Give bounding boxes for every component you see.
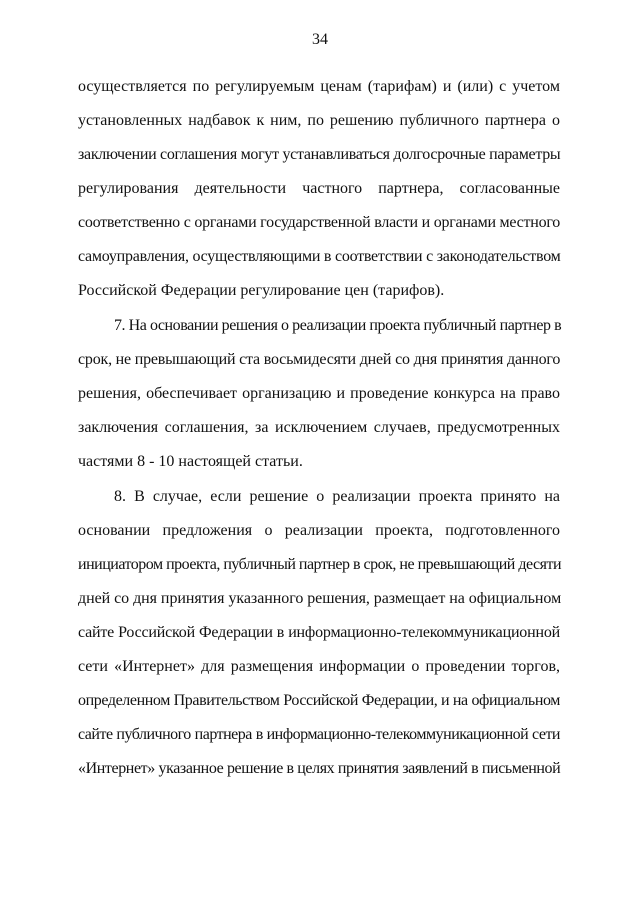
text-line: «Интернет» указанное решение в целях принятия заявлений в письменной xyxy=(78,760,561,777)
text-line: основании предложения о реализации проекта, подготовленного xyxy=(78,522,560,539)
text-line: заключения соглашения, за исключением случаев, предусмотренных xyxy=(78,419,560,436)
page-number: 34 xyxy=(312,31,328,48)
text-line: Российской Федерации регулирование цен (тарифов). xyxy=(78,282,445,299)
text-line: определенном Правительством Российской Федерации, и на официальном xyxy=(78,692,560,709)
text-line: срок, не превышающий ста восьмидесяти дней со дня принятия данного xyxy=(78,351,561,368)
text-line: сети «Интернет» для размещения информации о проведении торгов, xyxy=(78,658,560,675)
text-line: самоуправления, осуществляющими в соответствии с законодательством xyxy=(78,248,561,265)
text-line: 8. В случае, если решение о реализации проекта принято на xyxy=(114,488,560,505)
text-line: решения, обеспечивает организацию и проведение конкурса на право xyxy=(78,385,560,402)
paragraph-7 xyxy=(78,309,560,479)
text-line: установленных надбавок к ним, по решению публичного партнера о xyxy=(78,112,560,129)
text-line: частями 8 - 10 настоящей статьи. xyxy=(78,453,303,470)
paragraph-8 xyxy=(78,480,560,786)
text-line: регулирования деятельности частного партнера, согласованные xyxy=(78,180,560,197)
text-line: сайте Российской Федерации в информационно-телекоммуникационной xyxy=(78,624,560,641)
text-line: 7. На основании решения о реализации проекта публичный партнер в xyxy=(114,317,562,334)
text-line: инициатором проекта, публичный партнер в срок, не превышающий десяти xyxy=(78,556,562,573)
text-line: осуществляется по регулируемым ценам (тарифам) и (или) с учетом xyxy=(78,78,560,95)
text-line: соответственно с органами государственной власти и органами местного xyxy=(78,214,560,231)
text-line: сайте публичного партнера в информационно-телекоммуникационной сети xyxy=(78,726,560,743)
text-line: дней со дня принятия указанного решения, размещает на официальном xyxy=(78,590,562,607)
paragraph-continuation xyxy=(78,70,560,308)
text-line: заключении соглашения могут устанавливаться долгосрочные параметры xyxy=(78,146,561,163)
